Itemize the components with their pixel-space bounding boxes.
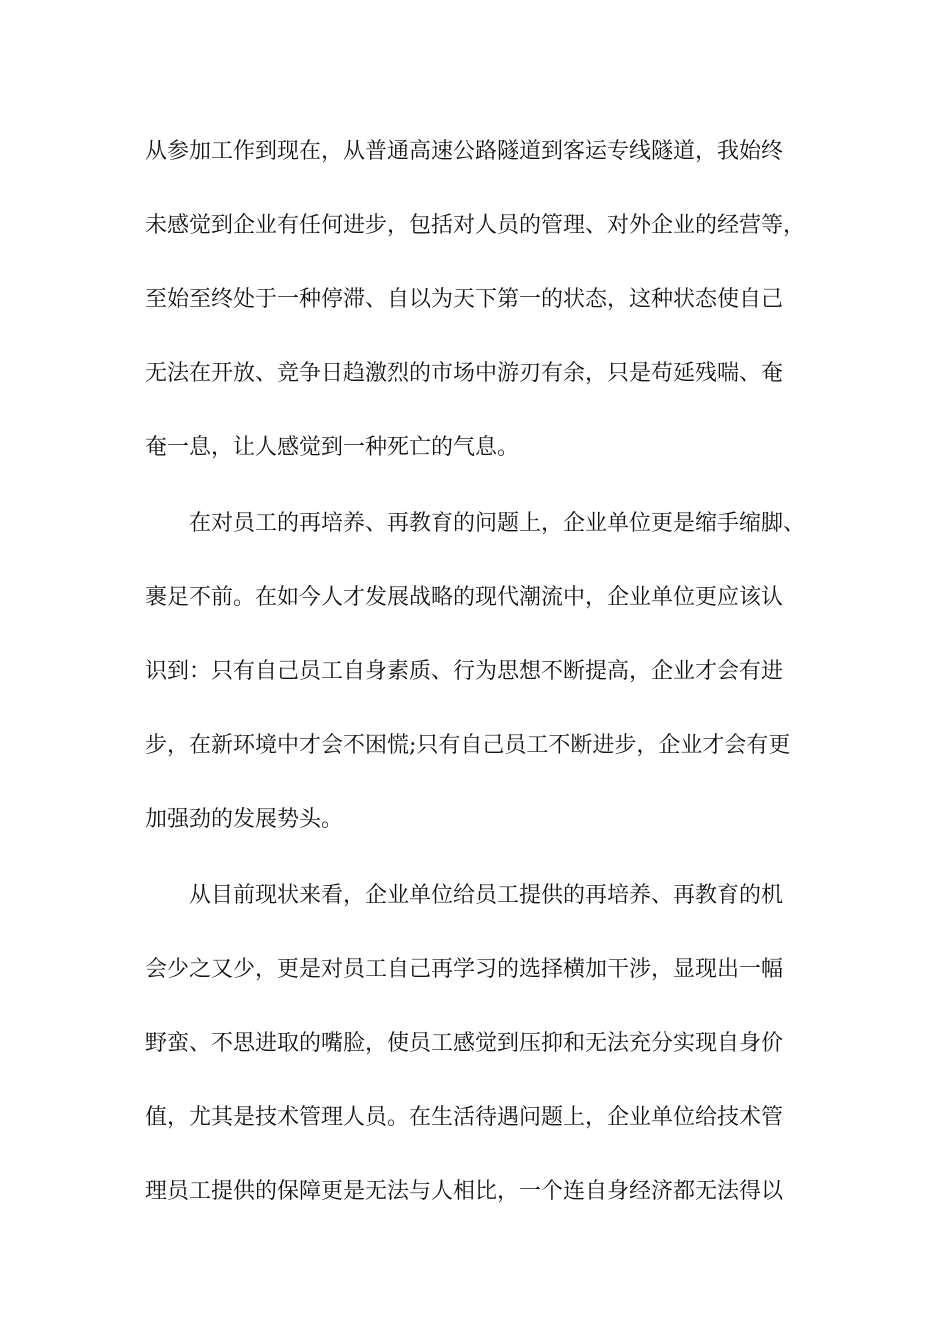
text-line: 从目前现状来看，企业单位给员工提供的再培养、再教育的机	[189, 883, 784, 908]
text-line: 在对员工的再培养、再教育的问题上，企业单位更是缩手缩脚、	[189, 511, 806, 536]
text-line: 识到：只有自己员工自身素质、行为思想不断提高，企业才会有进	[145, 659, 784, 684]
text-line: 加强劲的发展势头。	[145, 807, 344, 832]
text-line: 从参加工作到现在，从普通高速公路隧道到客运专线隧道，我始终	[145, 139, 784, 164]
text-line: 无法在开放、竞争日趋激烈的市场中游刃有余，只是苟延残喘、奄	[145, 361, 784, 386]
text-line: 奄一息，让人感觉到一种死亡的气息。	[145, 435, 520, 460]
text-line: 未感觉到企业有任何进步，包括对人员的管理、对外企业的经营等，	[145, 213, 806, 238]
text-line: 理员工提供的保障更是无法与人相比，一个连自身经济都无法得以	[145, 1179, 784, 1204]
text-line: 裹足不前。在如今人才发展战略的现代潮流中，企业单位更应该认	[145, 585, 784, 610]
text-line: 会少之又少，更是对员工自己再学习的选择横加干涉，显现出一幅	[145, 957, 784, 982]
text-line: 值，尤其是技术管理人员。在生活待遇问题上，企业单位给技术管	[145, 1105, 784, 1130]
text-line: 野蛮、不思进取的嘴脸，使员工感觉到压抑和无法充分实现自身价	[145, 1031, 784, 1056]
text-line: 步，在新环境中才会不困慌;只有自己员工不断进步，企业才会有更	[145, 733, 791, 758]
text-line: 至始至终处于一种停滞、自以为天下第一的状态，这种状态使自己	[145, 287, 784, 312]
